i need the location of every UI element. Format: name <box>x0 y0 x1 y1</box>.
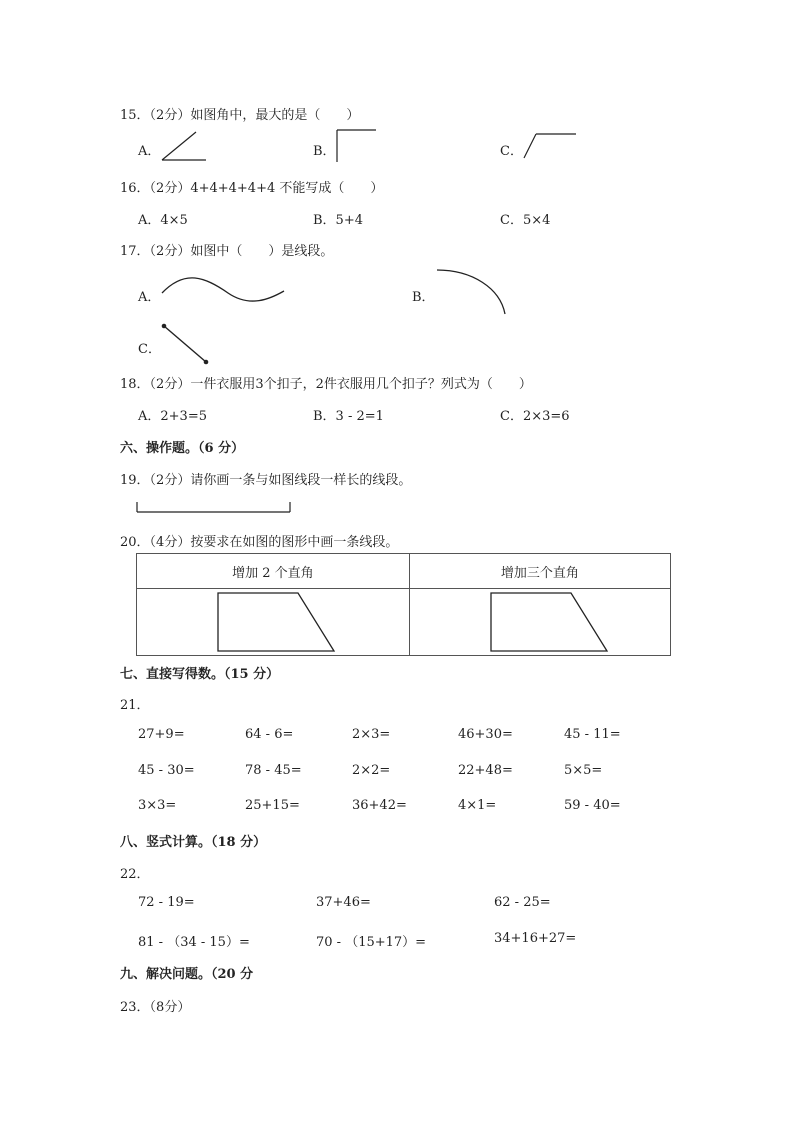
section-9-title: 九、解决问题。（20 分 <box>120 967 254 982</box>
q22-item: 81 - （34 - 15）= <box>138 935 250 950</box>
q21-item: 4×1= <box>458 798 497 813</box>
q21-item: 45 - 11= <box>564 727 621 742</box>
q20-trapezoid-left <box>216 591 340 655</box>
q17-option-b: B． <box>412 290 435 305</box>
q16-option-a: A．4×5 <box>138 213 188 228</box>
q21-item: 45 - 30= <box>138 763 195 778</box>
q16-option-c: C．5×4 <box>500 213 551 228</box>
q21-item: 46+30= <box>458 727 513 742</box>
section-7-title: 七、直接写得数。（15 分） <box>120 667 280 682</box>
q15-angle-a-figure <box>160 130 210 162</box>
q15-angle-b-figure <box>334 128 380 164</box>
q16-option-b: B．5+4 <box>313 213 363 228</box>
q20-cell-right[interactable] <box>409 589 670 656</box>
section-8-title: 八、竖式计算。（18 分） <box>120 835 267 850</box>
q20-cell-left[interactable] <box>137 589 410 656</box>
q21-item: 3×3= <box>138 798 177 813</box>
q20-trapezoid-right <box>489 591 613 655</box>
q16-stem: 16．（2分）4+4+4+4+4 不能写成（ ） <box>120 181 384 196</box>
q19-stem: 19．（2分）请你画一条与如图线段一样长的线段。 <box>120 473 412 488</box>
q20-table <box>136 553 671 656</box>
q22-item: 34+16+27= <box>494 931 577 946</box>
section-6-title: 六、操作题。（6 分） <box>120 441 245 456</box>
q15-option-c: C． <box>500 144 523 159</box>
q17-stem: 17．（2分）如图中（ ）是线段。 <box>120 244 334 259</box>
q20-header-right: 增加三个直角 <box>409 554 670 589</box>
q17-segment-c-figure <box>159 321 213 367</box>
q15-angle-c-figure <box>520 130 580 162</box>
q18-stem: 18．（2分）一件衣服用3个扣子，2件衣服用几个扣子？列式为（ ） <box>120 377 532 392</box>
q22-item: 70 - （15+17）= <box>316 935 427 950</box>
q21-item: 2×3= <box>352 727 391 742</box>
q21-item: 78 - 45= <box>245 763 302 778</box>
q20-header-left: 增加 2 个直角 <box>137 554 410 589</box>
q18-option-b: B．3 - 2=1 <box>313 409 384 424</box>
q17-option-a: A． <box>138 290 161 305</box>
q21-item: 27+9= <box>138 727 185 742</box>
q21-item: 59 - 40= <box>564 798 621 813</box>
q15-stem: 15．（2分）如图角中，最大的是（ ） <box>120 108 360 123</box>
q18-option-a: A．2+3=5 <box>138 409 207 424</box>
q21-item: 2×2= <box>352 763 391 778</box>
q22-item: 62 - 25= <box>494 895 551 910</box>
q15-option-b: B． <box>313 144 336 159</box>
q21-item: 25+15= <box>245 798 300 813</box>
q15-option-a: A． <box>138 144 161 159</box>
q21-item: 36+42= <box>352 798 407 813</box>
q21-number: 21． <box>120 698 150 713</box>
q21-item: 5×5= <box>564 763 603 778</box>
q21-item: 64 - 6= <box>245 727 294 742</box>
q20-stem: 20．（4分）按要求在如图的图形中画一条线段。 <box>120 535 399 550</box>
q17-option-c: C． <box>138 342 161 357</box>
q23-stem: 23．（8分） <box>120 1000 191 1015</box>
q17-curve-a-figure <box>160 275 290 310</box>
q21-item: 22+48= <box>458 763 513 778</box>
q22-number: 22． <box>120 867 150 882</box>
q18-option-c: C．2×3=6 <box>500 409 570 424</box>
q17-arc-b-figure <box>434 266 510 318</box>
q19-reference-segment <box>136 500 296 516</box>
q22-item: 37+46= <box>316 895 371 910</box>
q22-item: 72 - 19= <box>138 895 195 910</box>
